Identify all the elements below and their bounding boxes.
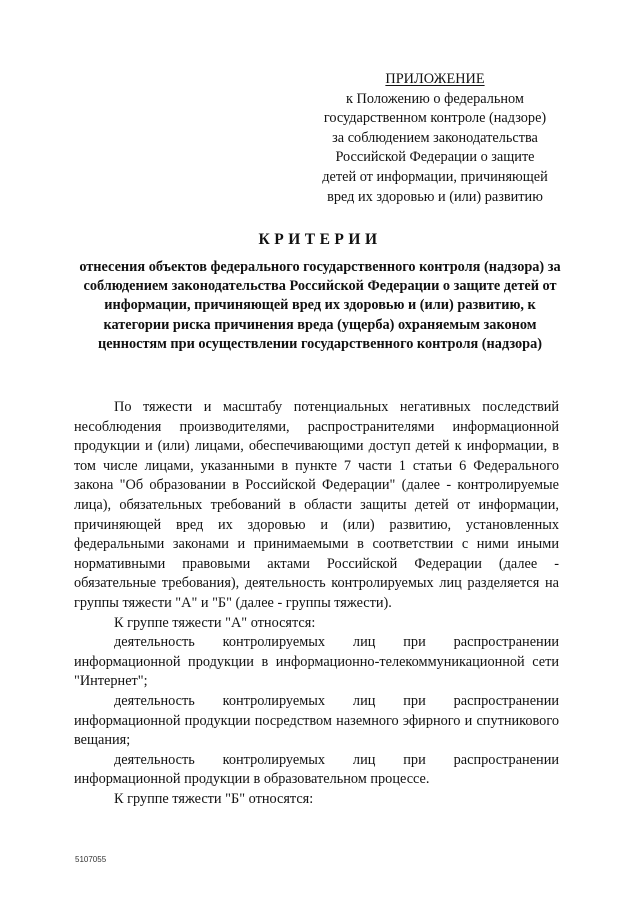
appendix-title: ПРИЛОЖЕНИЕ [385, 71, 485, 87]
appendix-line: детей от информации, причиняющей [322, 168, 548, 185]
document-title: КРИТЕРИИ [258, 231, 382, 248]
body-paragraph: деятельность контролируемых лиц при распространении информационной продукции в образовательном процессе. [74, 751, 559, 788]
body-paragraph: По тяжести и масштабу потенциальных негативных последствий несоблюдения производителями, распространителями информационной продукции и (или) лицами, обеспечивающими доступ детей к информации, в том числе лицами, указанными в пункте 7 части 1 статьи 6 Федерального закона "Об образовании в Российской Федерации" (далее - контролируемые лица), обязательных требований в области защиты детей от информации, причиняющей вред их здоровью и (или) развитию, установленных федеральными законами и принимаемыми в соответствии с ними иными нормативными правовыми актами Российской Федерации (далее - обязательные требования), деятельность контролируемых лиц разделяется на группы тяжести "А" и "Б" (далее - группы тяжести). [74, 399, 559, 611]
body-paragraph: К группе тяжести "А" относятся: [114, 614, 316, 631]
appendix-line: государственном контроле (надзоре) [323, 110, 547, 127]
appendix-block [300, 70, 570, 207]
appendix-line: за соблюдением законодательства [332, 129, 538, 146]
body-paragraph: деятельность контролируемых лиц при распространении информационной продукции в информационно-телекоммуникационной сети "Интернет"; [74, 634, 559, 690]
appendix-line: к Положению о федеральном [346, 90, 524, 107]
document-subtitle: отнесения объектов федерального государственного контроля (надзора) за соблюдением законодательства Российской Федерации о защите детей от информации, причиняющей вред их здоровью и (или) развитию, к категории риска причинения вреда (ущерба) охраняемым законом ценностям при осуществлении государственного контроля (надзора) [79, 259, 561, 352]
footer-document-code: 5107055 [75, 855, 107, 864]
body-paragraph: К группе тяжести "Б" относятся: [114, 790, 314, 807]
document-body [74, 398, 559, 809]
body-paragraph: деятельность контролируемых лиц при распространении информационной продукции посредством наземного эфирного и спутникового вещания; [74, 692, 559, 749]
appendix-line: Российской Федерации о защите [335, 149, 535, 166]
appendix-line: вред их здоровью и (или) развитию [327, 188, 543, 205]
